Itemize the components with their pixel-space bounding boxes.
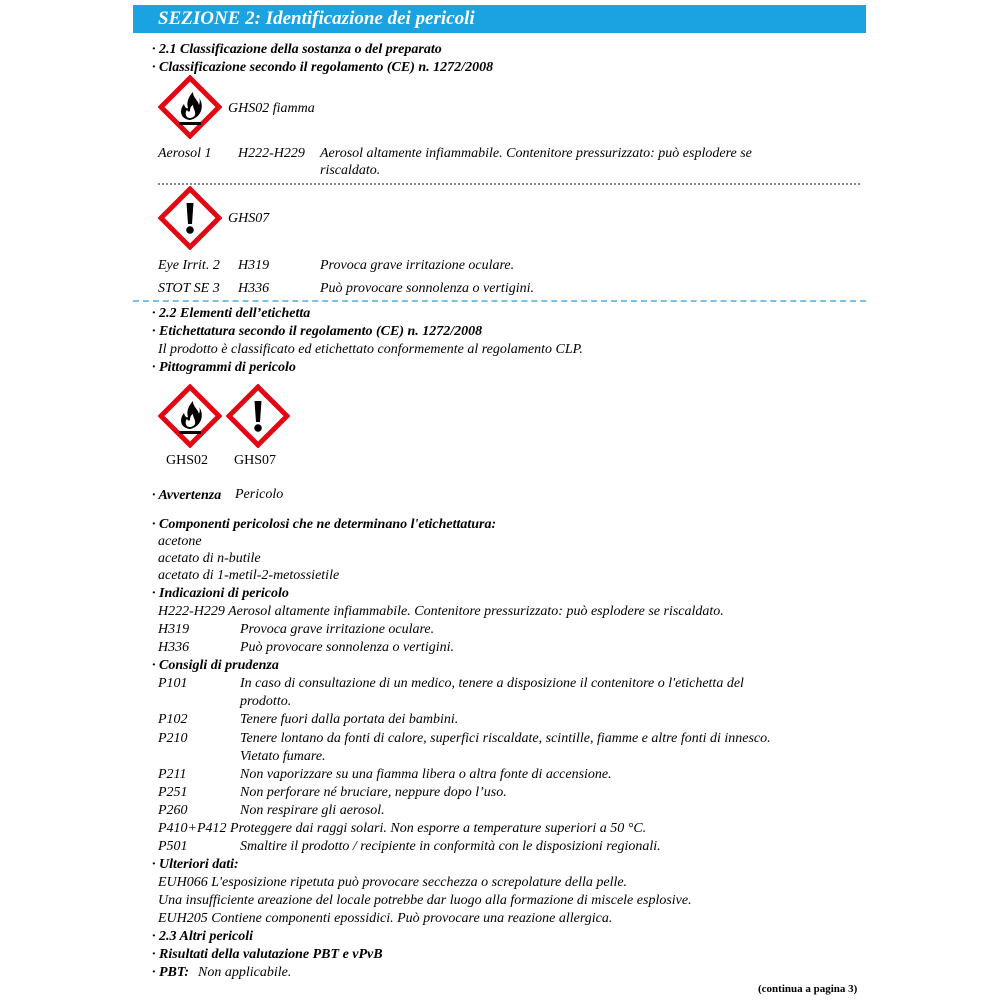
p501-text: Smaltire il prodotto / recipiente in conformità con le disposizioni regionali. [240, 839, 661, 854]
component-3: acetato di 1-metil-2-metossietile [158, 568, 340, 583]
p101-text: In caso di consultazione di un medico, tenere a disposizione il contenitore o l'etichetta del [240, 676, 744, 691]
heading-2-3: · 2.3 Altri pericoli [152, 929, 253, 944]
label-heading: · Etichettatura secondo il regolamento (CE) n. 1272/2008 [152, 324, 483, 339]
pbt-heading: · Risultati della valutazione PBT e vPvB [152, 947, 383, 962]
hazard-h222: H222-H229 Aerosol altamente infiammabile. Contenitore pressurizzato: può esplodere se riscaldato. [158, 604, 724, 619]
p251-code: P251 [158, 785, 188, 800]
class-row-1-code: H319 [238, 258, 270, 273]
p501-code: P501 [158, 839, 188, 854]
further-line-3: EUH205 Contiene componenti epossidici. Può provocare una reazione allergica. [158, 911, 613, 926]
p102-code: P102 [158, 712, 188, 727]
class-row-2-code: H336 [238, 281, 270, 296]
classification-heading: · Classificazione secondo il regolamento (CE) n. 1272/2008 [152, 60, 494, 75]
heading-2-1: · 2.1 Classificazione della sostanza o del preparato [152, 42, 442, 57]
aerosol-codes: H222-H229 [238, 146, 305, 161]
p260-code: P260 [158, 803, 188, 818]
ghs02-flame-icon [158, 75, 222, 139]
class-row-2-class: STOT SE 3 [158, 281, 220, 296]
hazard-text: Provoca grave irritazione oculare. [240, 622, 435, 637]
pbt-label: · PBT: [152, 965, 190, 980]
further-line-1: EUH066 L'esposizione ripetuta può provocare secchezza o screpolature della pelle. [158, 875, 628, 890]
pbt-value: Non applicabile. [198, 965, 292, 980]
dashed-divider [133, 300, 866, 302]
ghs02-flame-icon [158, 384, 222, 448]
section-header-bar [133, 5, 866, 33]
dotted-divider [158, 183, 860, 185]
hazard-heading: · Indicazioni di pericolo [152, 586, 289, 601]
p211-text: Non vaporizzare su una fiamma libera o altra fonte di accensione. [240, 767, 612, 782]
aerosol-class: Aerosol 1 [158, 146, 212, 161]
warning-label: · Avvertenza [152, 488, 222, 503]
aerosol-text: Aerosol altamente infiammabile. Contenitore pressurizzato: può esplodere se [320, 146, 752, 161]
p210-code: P210 [158, 731, 188, 746]
class-row-2-text: Può provocare sonnolenza o vertigini. [320, 281, 534, 296]
p210-text-cont: Vietato fumare. [240, 749, 326, 764]
p211-code: P211 [158, 767, 187, 782]
ghs07-exclamation-icon [158, 186, 222, 250]
hazard-text: Può provocare sonnolenza o vertigini. [240, 640, 454, 655]
aerosol-text-cont: riscaldato. [320, 163, 381, 178]
components-heading: · Componenti pericolosi che ne determinano l'etichettatura: [152, 517, 497, 532]
class-row-1-text: Provoca grave irritazione oculare. [320, 258, 515, 273]
ghs07-label: GHS07 [228, 211, 270, 226]
p101-code: P101 [158, 676, 188, 691]
heading-2-2: · 2.2 Elementi dell’etichetta [152, 306, 311, 321]
pictograms-heading: · Pittogrammi di pericolo [152, 360, 296, 375]
p251-text: Non perforare né bruciare, neppure dopo l’uso. [240, 785, 507, 800]
hazard-code: H336 [158, 640, 190, 655]
section-title: SEZIONE 2: Identificazione dei pericoli [158, 8, 475, 29]
p101-text-cont: prodotto. [240, 694, 292, 709]
further-line-2: Una insufficiente areazione del locale potrebbe dar luogo alla formazione di miscele esplosive. [158, 893, 692, 908]
p410-line: P410+P412 Proteggere dai raggi solari. Non esporre a temperature superiori a 50 °C. [158, 821, 647, 836]
hazard-code: H319 [158, 622, 190, 637]
continuation-note: (continua a pagina 3) [758, 983, 858, 995]
ghs02-caption: GHS02 [166, 453, 209, 468]
p210-text: Tenere lontano da fonti di calore, superfici riscaldate, scintille, fiamme e altre fonti di innesco. [240, 731, 771, 746]
component-1: acetone [158, 534, 202, 549]
ghs07-exclamation-icon [226, 384, 290, 448]
class-row-1-class: Eye Irrit. 2 [158, 258, 220, 273]
p260-text: Non respirare gli aerosol. [240, 803, 385, 818]
further-heading: · Ulteriori dati: [152, 857, 239, 872]
precaution-heading: · Consigli di prudenza [152, 658, 279, 673]
warning-value: Pericolo [235, 487, 284, 502]
label-text: Il prodotto è classificato ed etichettato conformemente al regolamento CLP. [158, 342, 583, 357]
ghs07-caption: GHS07 [234, 453, 277, 468]
p102-text: Tenere fuori dalla portata dei bambini. [240, 712, 459, 727]
ghs02-label: GHS02 fiamma [228, 101, 315, 116]
component-2: acetato di n-butile [158, 551, 261, 566]
